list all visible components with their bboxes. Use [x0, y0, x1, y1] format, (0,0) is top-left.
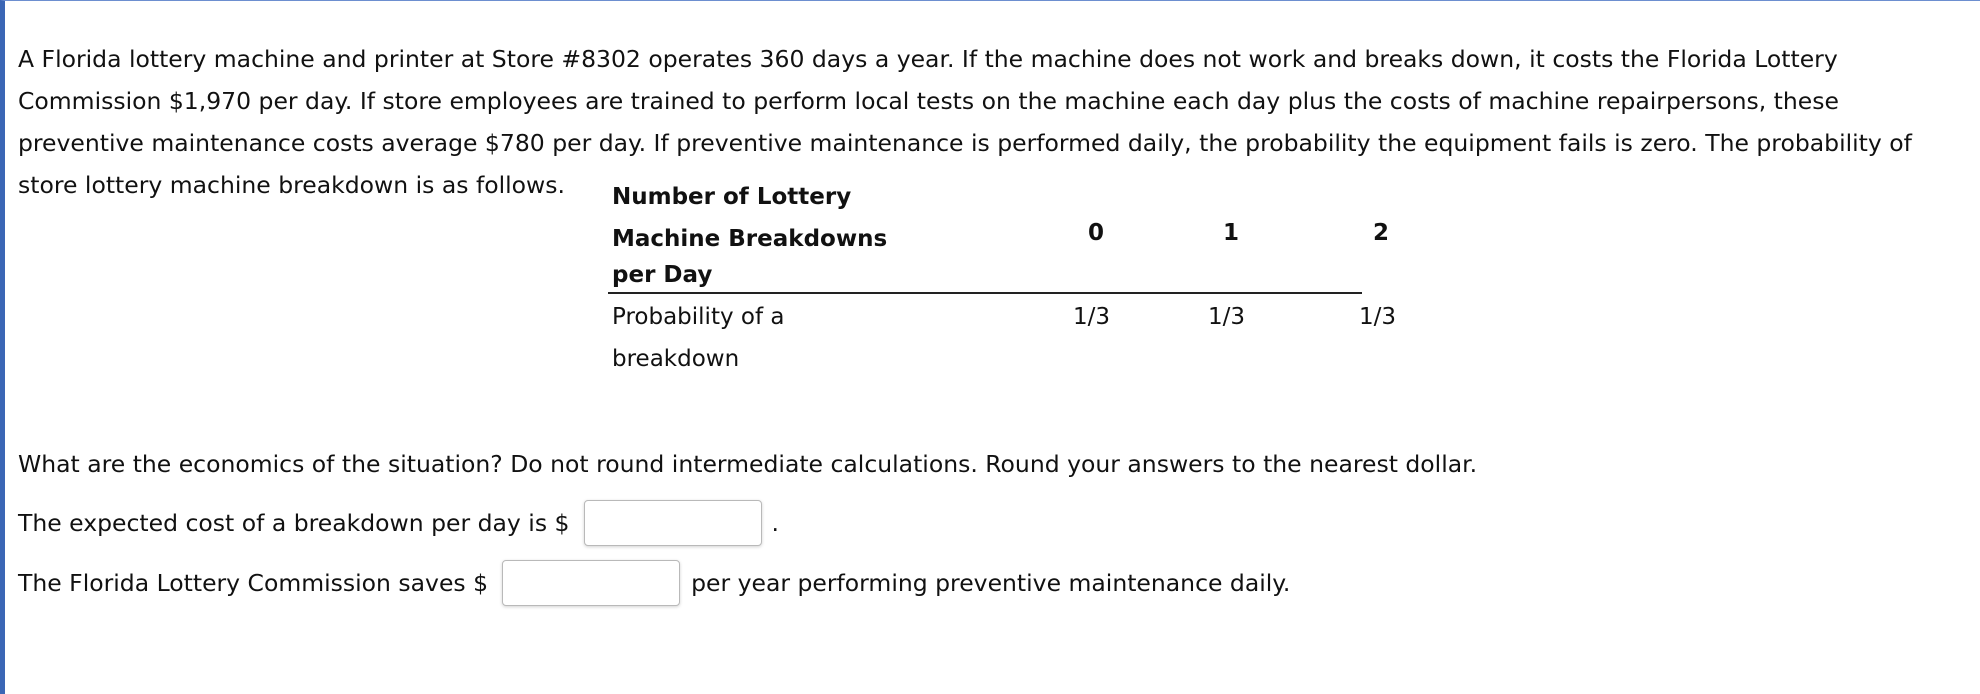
- table-header-label: [608, 176, 963, 293]
- savings-prefix: The Florida Lottery Commission saves $: [18, 569, 489, 597]
- table-header-breakdowns-0: 0: [1088, 220, 1105, 246]
- table-header-breakdowns-2: 2: [1373, 220, 1390, 246]
- savings-answer-line: [18, 560, 1290, 606]
- header-label-line-3: per Day: [612, 262, 713, 288]
- table-header-row: [608, 176, 1362, 293]
- annual-savings-input[interactable]: [502, 560, 680, 606]
- table-header-breakdowns-1: 1: [1223, 220, 1240, 246]
- breakdown-probability-table: [608, 176, 1397, 380]
- breakdown-table-wrapper: [608, 176, 1397, 380]
- expected-cost-input[interactable]: [584, 500, 762, 546]
- row-label-line-2: breakdown: [612, 346, 740, 372]
- expected-cost-prefix: The expected cost of a breakdown per day is $: [18, 509, 570, 537]
- row-label-line-1: Probability of a: [612, 304, 785, 330]
- table-cell-probability-0: 1/3: [1073, 304, 1111, 330]
- header-label-line-2: Machine Breakdowns: [612, 226, 888, 252]
- header-label-line-1: Number of Lottery: [612, 184, 852, 210]
- table-cell-probability-2: 1/3: [1359, 304, 1397, 330]
- question-text: What are the economics of the situation? Do not round intermediate calculations. Round your answers to the nearest dollar.: [18, 450, 1478, 478]
- table-row: [608, 293, 1362, 380]
- table-row-label: [608, 293, 963, 380]
- savings-suffix: per year performing preventive maintenance daily.: [691, 569, 1291, 597]
- table-cell-probability-1: 1/3: [1208, 304, 1246, 330]
- problem-intro-text: A Florida lottery machine and printer at Store #8302 operates 360 days a year. If the machine does not work and breaks down, it costs the Florida Lottery Commission $1,970 per day. If store employees are trained to perform local tests on the machine each day plus the costs of machine repairpersons, these preventive maintenance costs average $780 per day. If preventive maintenance is performed daily, the probability the equipment fails is zero. The probability of store lottery machine breakdown is as follows.: [18, 45, 1912, 199]
- expected-cost-answer-line: [18, 500, 779, 546]
- expected-cost-suffix: .: [771, 509, 779, 537]
